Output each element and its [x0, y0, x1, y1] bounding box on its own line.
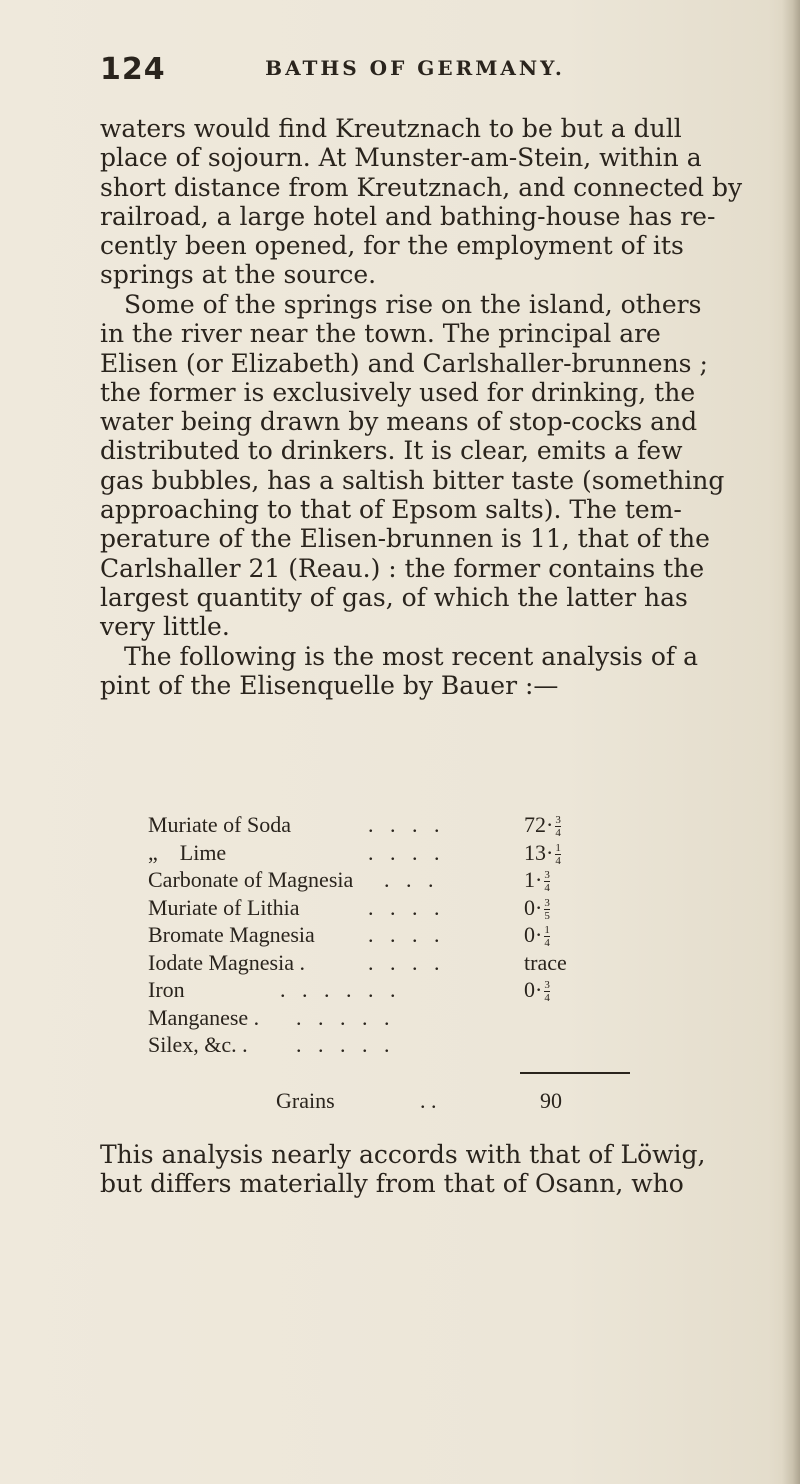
leader-dots: . . . . [368, 894, 440, 920]
ingredient-label: Carbonate of Magnesia [148, 867, 354, 892]
ingredient-label: Iron [148, 977, 185, 1002]
ingredient-value [524, 867, 550, 893]
sum-rule [520, 1072, 630, 1074]
analysis-total-row [148, 1088, 708, 1116]
fraction-denominator: 4 [555, 854, 561, 867]
ingredient-label: Muriate of Soda [148, 812, 291, 837]
fraction-numerator: 3 [555, 814, 561, 827]
text-line: water being drawn by means of stop-cocks and [100, 407, 698, 437]
fraction-numerator: 3 [544, 869, 550, 882]
paragraph-4 [100, 1140, 780, 1199]
paragraph-2 [100, 290, 780, 642]
value-whole: trace [524, 949, 567, 975]
ingredient-label: Bromate Magnesia [148, 922, 315, 947]
fraction-numerator: 1 [555, 841, 561, 854]
ingredient-label: Manganese . [148, 1004, 260, 1030]
total-leader-dots: . . [420, 1088, 437, 1113]
text-line: Some of the springs rise on the island, others [124, 290, 702, 319]
text-line: approaching to that of Epsom salts). The tem- [100, 495, 682, 525]
text-line: place of sojourn. At Munster-am-Stein, within a [100, 143, 702, 173]
leader-dots: . . . . . . [280, 977, 396, 1002]
ingredient-value [524, 950, 567, 976]
value-whole: 1· [524, 867, 543, 892]
analysis-row [148, 1005, 708, 1033]
value-whole: 13· [524, 839, 554, 865]
text-line: pint of the Elisenquelle by Bauer :— [100, 671, 559, 701]
text-line: Elisen (or Elizabeth) and Carlshaller-brunnens ; [100, 348, 708, 378]
text-line: in the river near the town. The principal are [100, 319, 661, 349]
fraction-denominator: 4 [544, 992, 550, 1005]
analysis-row [148, 867, 708, 895]
text-line: springs at the source. [100, 260, 377, 290]
fraction-denominator: 4 [544, 882, 550, 895]
value-fraction [544, 898, 550, 921]
fraction-denominator: 5 [544, 909, 550, 922]
leader-dots: . . . . [368, 949, 440, 975]
leader-dots: . . . . . [296, 1004, 390, 1030]
ingredient-label: Muriate of Lithia [148, 894, 300, 920]
value-whole: 0· [524, 922, 543, 947]
analysis-row [148, 1032, 708, 1060]
text-line: waters would find Kreutznach to be but a dull [100, 114, 682, 143]
fraction-numerator: 1 [544, 924, 550, 937]
page-number: 124 [100, 52, 166, 87]
ingredient-value [524, 812, 561, 838]
text-line: The following is the most recent analysis of a [124, 642, 698, 671]
running-head: BATHS OF GERMANY. [265, 56, 565, 80]
ingredient-label: Silex, &c. . [148, 1032, 248, 1057]
text-line: but differs materially from that of Osann, who [100, 1169, 684, 1199]
text-line: short distance from Kreutznach, and connected by [100, 172, 743, 202]
leader-dots: . . . [384, 867, 434, 892]
total-label: Grains [276, 1088, 335, 1113]
analysis-row [148, 950, 708, 978]
fraction-numerator: 3 [544, 979, 550, 992]
ingredient-value [524, 840, 561, 866]
leader-dots: . . . . [368, 839, 440, 865]
text-line: railroad, a large hotel and bathing-house has re- [100, 201, 716, 231]
value-fraction [555, 815, 561, 838]
ingredient-value [524, 895, 550, 921]
text-line: very little. [100, 612, 230, 642]
fraction-denominator: 4 [544, 937, 550, 950]
ingredient-label: Iodate Magnesia . [148, 949, 305, 975]
value-fraction [544, 870, 550, 893]
leader-dots: . . . . [368, 812, 440, 837]
analysis-table [148, 812, 708, 1060]
analysis-row [148, 812, 708, 840]
text-line: cently been opened, for the employment of its [100, 231, 684, 261]
text-line: perature of the Elisen-brunnen is 11, that of the [100, 524, 710, 554]
fraction-denominator: 4 [555, 827, 561, 840]
text-line: distributed to drinkers. It is clear, emits a few [100, 436, 683, 466]
text-line: the former is exclusively used for drinking, the [100, 377, 696, 407]
text-line: largest quantity of gas, of which the latter has [100, 582, 688, 612]
paragraph-3 [100, 642, 780, 701]
fraction-numerator: 3 [544, 896, 550, 909]
page-header [100, 52, 730, 88]
value-fraction [544, 980, 550, 1003]
total-value: 90 [540, 1088, 562, 1113]
value-whole: 0· [524, 894, 543, 920]
text-line: gas bubbles, has a saltish bitter taste (something [100, 465, 725, 495]
paragraph-1 [100, 114, 780, 290]
leader-dots: . . . . [368, 922, 440, 947]
value-whole: 72· [524, 812, 554, 837]
value-fraction [555, 843, 561, 866]
ingredient-value [524, 922, 550, 948]
text-line: Carlshaller 21 (Reau.) : the former contains the [100, 553, 705, 583]
text-line: This analysis nearly accords with that of Löwig, [100, 1140, 706, 1169]
analysis-row [148, 977, 708, 1005]
ingredient-value [524, 977, 550, 1003]
value-whole: 0· [524, 977, 543, 1002]
analysis-row [148, 840, 708, 868]
analysis-row [148, 922, 708, 950]
value-fraction [544, 925, 550, 948]
leader-dots: . . . . . [296, 1032, 390, 1057]
page-edge-shadow [782, 0, 800, 1484]
ingredient-label: „ Lime [148, 839, 227, 865]
analysis-row [148, 895, 708, 923]
